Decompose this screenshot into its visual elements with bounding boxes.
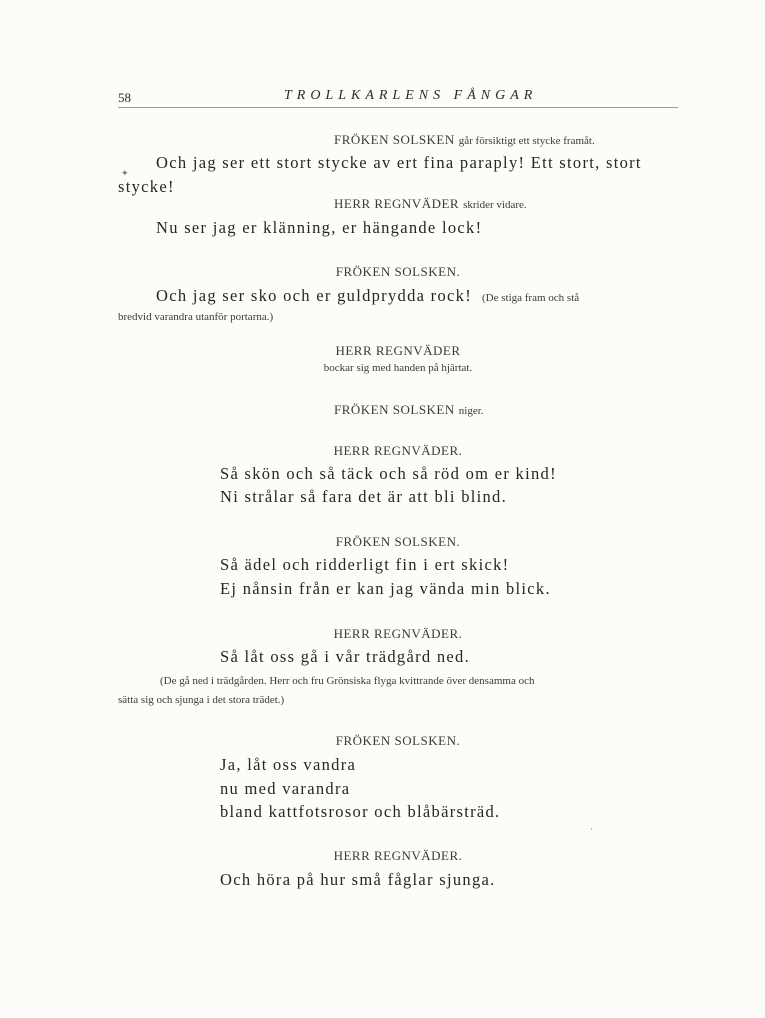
stage-direction: sätta sig och sjunga i det stora trädet.) (118, 694, 285, 706)
stage-direction: (De stiga fram och stå (482, 292, 580, 304)
verse-line: Och jag ser sko och er guldprydda rock! (156, 286, 472, 305)
stage-direction-line (334, 195, 527, 213)
verse-line: Så ädel och ridderligt fin i ert skick! (220, 555, 510, 574)
speaker-name: HERR REGNVÄDER (335, 343, 461, 358)
verse-line: Och jag ser ett stort stycke av ert fina paraply! Ett stort, stort (156, 153, 642, 172)
verse-line: Ni strålar så fara det är att bli blind. (220, 487, 508, 506)
speaker-name: FRÖKEN SOLSKEN (334, 132, 455, 147)
verse-line: Och höra på hur små fåglar sjunga. (220, 870, 496, 889)
verse-line: Nu ser jag er klänning, er hängande lock! (156, 218, 483, 237)
verse-line: Ja, låt oss vandra (220, 755, 357, 774)
verse-line: Så skön och så täck och så röd om er kind! (220, 464, 557, 483)
stage-direction: (De gå ned i trädgården. Herr och fru Grönsiska flyga kvittrande över densamma och (160, 675, 535, 687)
speaker-name: FRÖKEN SOLSKEN. (335, 264, 461, 279)
verse-line: stycke! (118, 177, 175, 196)
speaker-name: HERR REGNVÄDER. (333, 848, 463, 863)
stage-direction-line (334, 131, 595, 149)
stage-direction: bockar sig med handen på hjärtat. (323, 362, 473, 374)
verse-line: bland kattfotsrosor och blåbärsträd. (220, 802, 501, 821)
stage-direction: niger. (458, 405, 484, 417)
page-number: 58 (118, 90, 131, 105)
print-speck: · (590, 824, 593, 834)
verse-line: Ej nånsin från er kan jag vända min blick. (220, 579, 551, 598)
verse-line: nu med varandra (220, 779, 351, 798)
verse-with-stage (156, 286, 579, 306)
running-title: TROLLKARLENS FÅNGAR (284, 88, 538, 103)
stage-direction-line (334, 401, 484, 419)
speaker-name: FRÖKEN SOLSKEN (334, 402, 455, 417)
verse-line: Så låt oss gå i vår trädgård ned. (220, 647, 471, 666)
stage-direction: skrider vidare. (463, 199, 527, 211)
stage-direction: bredvid varandra utanför portarna.) (118, 311, 274, 323)
print-speck: ✦ (121, 168, 129, 178)
speaker-name: FRÖKEN SOLSKEN. (335, 534, 461, 549)
speaker-name: FRÖKEN SOLSKEN. (335, 733, 461, 748)
speaker-name: HERR REGNVÄDER. (333, 626, 463, 641)
speaker-name: HERR REGNVÄDER. (333, 443, 463, 458)
header-rule (118, 107, 678, 108)
stage-direction: går försiktigt ett stycke framåt. (458, 135, 595, 147)
speaker-name: HERR REGNVÄDER (334, 196, 460, 211)
